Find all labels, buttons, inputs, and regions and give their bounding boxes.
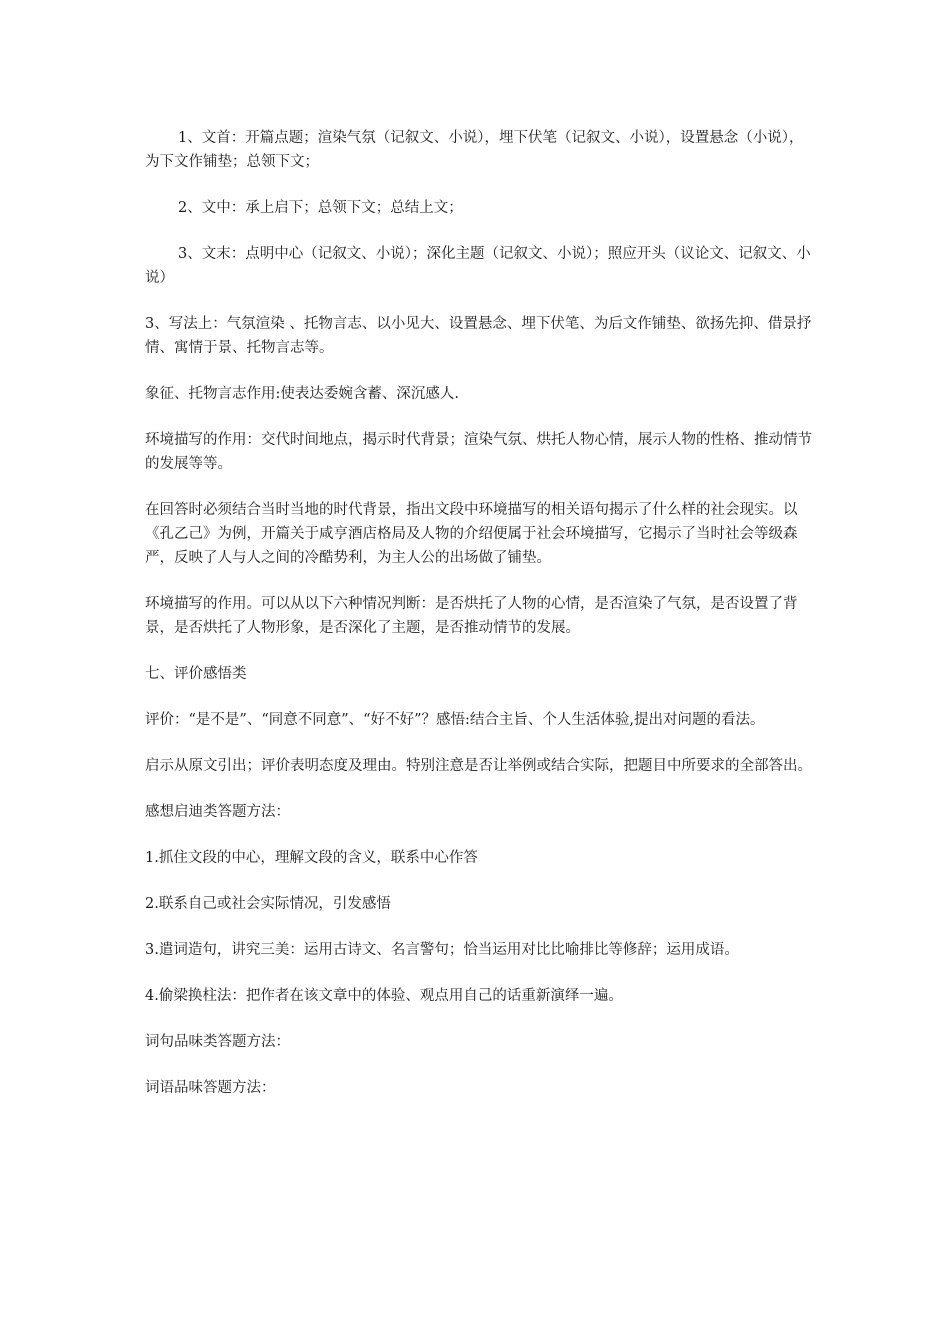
paragraph-5: 象征、托物言志作用:使表达委婉含蓄、深沉感人.	[145, 386, 459, 402]
paragraph-11: 启示从原文引出；评价表明态度及理由。特别注意是否让举例或结合实际，把题目中所要求的全部答出。	[145, 758, 812, 774]
list-item-4: 4.偷梁换柱法：把作者在该文章中的体验、观点用自己的话重新演绎一遍。	[145, 988, 623, 1004]
paragraph-3: 3、文末：点明中心（记叙文、小说）；深化主题（记叙文、小说）；照应开头（议论文、记叙文、小说）	[145, 246, 811, 286]
list-item-2: 2.联系自己或社会实际情况，引发感悟	[145, 896, 391, 912]
paragraph-6: 环境描写的作用：交代时间地点，揭示时代背景；渲染气氛、烘托人物心情，展示人物的性格、推动情节的发展等等。	[145, 432, 812, 472]
subheading-word-method: 词语品味答题方法：	[145, 1080, 276, 1096]
paragraph-2: 2、文中：承上启下；总领下文；总结上文；	[178, 200, 463, 216]
section-heading-7: 七、评价感悟类	[145, 666, 247, 682]
paragraph-10: 评价：“是不是”、“同意不同意”、“好不好”？感悟:结合主旨、个人生活体验,提出对问题的看法。	[145, 712, 765, 728]
list-item-1: 1.抓住文段的中心，理解文段的含义，联系中心作答	[145, 850, 478, 866]
paragraph-7: 在回答时必须结合当时当地的时代背景，指出文段中环境描写的相关语句揭示了什么样的社会现实。以《孔乙己》为例，开篇关于咸亨酒店格局及人物的介绍便属于社会环境描写，它揭示了当时社会等级森严，反映了人与人之间的冷酷势利，为主人公的出场做了铺垫。	[145, 502, 798, 566]
list-item-3: 3.遣词造句，讲究三美：运用古诗文、名言警句；恰当运用对比比喻排比等修辞；运用成语。	[145, 942, 739, 958]
paragraph-4: 3、写法上：气氛渲染 、托物言志、以小见大、设置悬念、埋下伏笔、为后文作铺垫、欲扬先抑、借景抒情、寓情于景、托物言志等。	[145, 316, 812, 356]
subheading-sentence-method: 词句品味类答题方法：	[145, 1034, 290, 1050]
paragraph-1: 1、文首：开篇点题；渲染气氛（记叙文、小说），埋下伏笔（记叙文、小说），设置悬念（小说），为下文作铺垫；总领下文；	[145, 130, 804, 170]
paragraph-8: 环境描写的作用。可以从以下六种情况判断：是否烘托了人物的心情，是否渲染了气氛，是否设置了背景，是否烘托了人物形象，是否深化了主题，是否推动情节的发展。	[145, 596, 798, 636]
subheading-inspiration-method: 感想启迪类答题方法：	[145, 804, 290, 820]
document-body	[145, 126, 817, 1122]
